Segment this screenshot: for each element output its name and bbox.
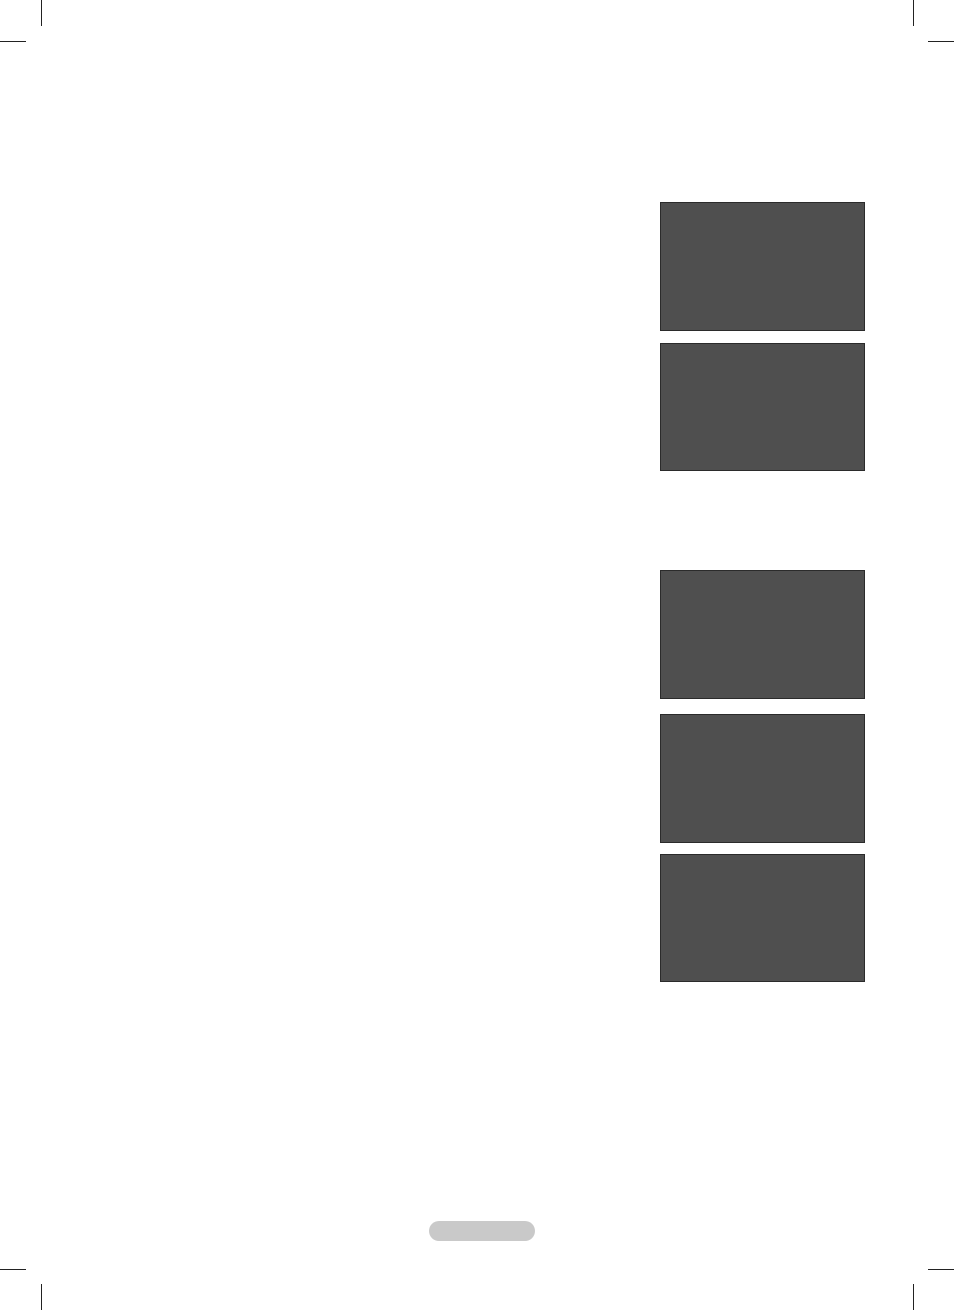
tv-screen-pin-2	[660, 714, 865, 843]
crop-mark	[0, 1269, 26, 1270]
tv-screen-vchip-popup	[660, 343, 865, 471]
tv-screen-config	[660, 570, 865, 699]
crop-mark	[913, 0, 914, 26]
crop-mark	[928, 41, 954, 42]
tv-screen-pin-1	[660, 202, 865, 331]
crop-mark	[928, 1269, 954, 1270]
crop-mark	[913, 1284, 914, 1310]
crop-mark	[41, 1284, 42, 1310]
tv-screen-vchip-menu	[660, 854, 865, 982]
crop-mark	[41, 0, 42, 26]
crop-mark	[0, 41, 26, 42]
page-number-badge	[429, 1221, 535, 1241]
